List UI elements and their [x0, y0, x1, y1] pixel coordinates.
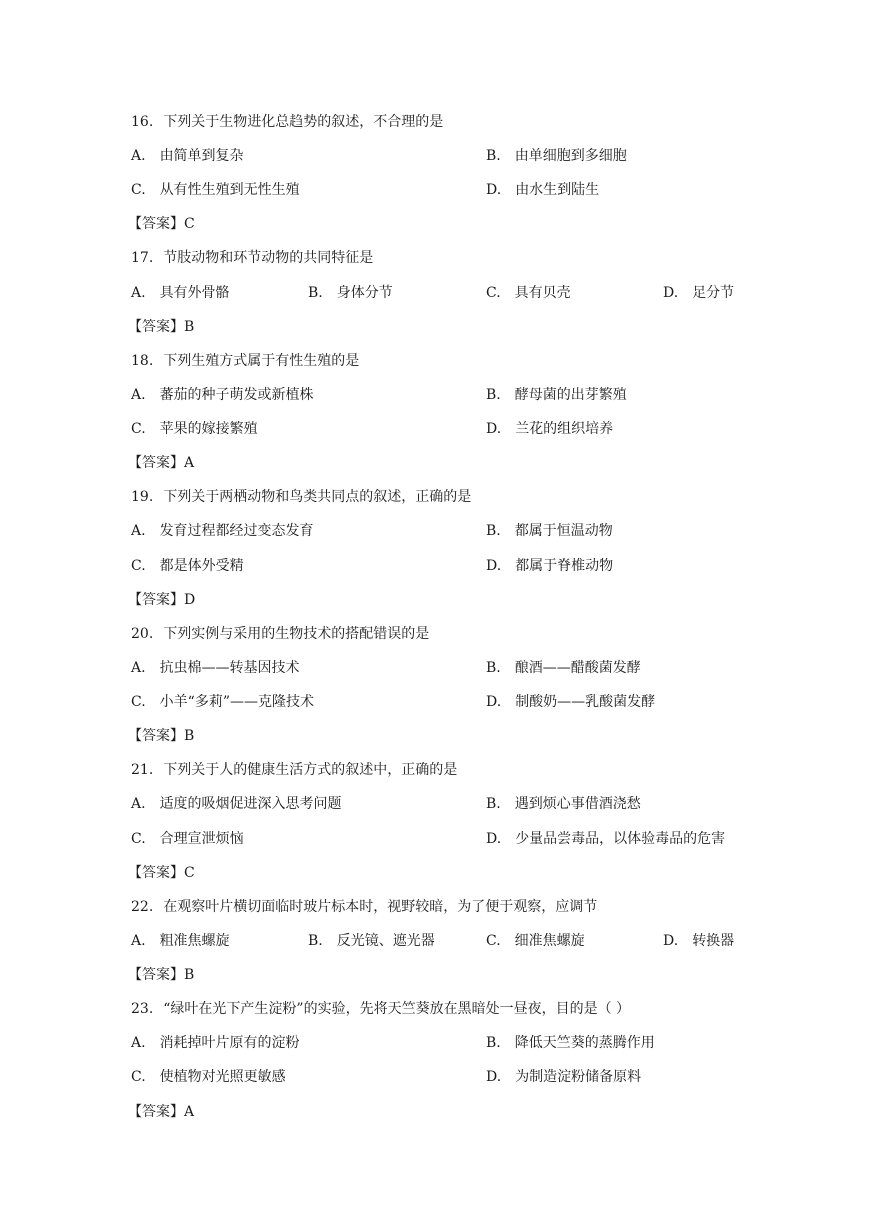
option-text: 具有外骨骼 — [159, 285, 230, 301]
question-text: 节肢动物和环节动物的共同特征是 — [163, 250, 374, 266]
option-text: 降低天竺葵的蒸腾作用 — [514, 1035, 655, 1051]
question-23-option-d — [486, 1068, 641, 1086]
option-text: 发育过程都经过变态发育 — [159, 523, 314, 539]
option-letter: D. — [486, 421, 502, 437]
option-text: 酿酒——醋酸菌发酵 — [514, 660, 641, 676]
question-18-option-c — [131, 420, 258, 438]
question-20-answer: 【答案】B — [128, 728, 195, 744]
option-letter: A. — [131, 523, 146, 539]
question-22-option-a — [131, 932, 230, 950]
question-text: 下列实例与采用的生物技术的搭配错误的是 — [163, 626, 430, 642]
option-text: 蕃茄的种子萌发或新植株 — [159, 387, 314, 403]
question-17-stem — [131, 249, 373, 267]
option-text: 都是体外受精 — [159, 558, 244, 574]
option-letter: B. — [308, 933, 323, 949]
question-number: 16. — [131, 114, 154, 130]
question-23-option-b — [486, 1034, 655, 1052]
question-22-option-c — [486, 932, 585, 950]
option-letter: A. — [131, 660, 146, 676]
option-letter: C. — [131, 694, 146, 710]
question-22-answer: 【答案】B — [128, 967, 195, 983]
option-letter: C. — [486, 285, 501, 301]
question-17-option-d — [663, 284, 734, 302]
option-letter: C. — [131, 1069, 146, 1085]
question-number: 22. — [131, 899, 154, 915]
option-letter: B. — [486, 660, 501, 676]
question-20-option-b — [486, 659, 641, 677]
option-letter: D. — [486, 1069, 502, 1085]
option-letter: A. — [131, 1035, 146, 1051]
question-number: 21. — [131, 762, 154, 778]
option-letter: C. — [131, 182, 146, 198]
question-16-option-a — [131, 147, 244, 165]
question-19-option-d — [486, 557, 613, 575]
question-20-option-d — [486, 693, 655, 711]
question-20-option-c — [131, 693, 314, 711]
option-letter: D. — [663, 933, 679, 949]
option-letter: C. — [486, 933, 501, 949]
question-20-option-a — [131, 659, 300, 677]
option-text: 都属于恒温动物 — [514, 523, 613, 539]
option-text: 反光镜、遮光器 — [336, 933, 435, 949]
option-text: 抗虫棉——转基因技术 — [159, 660, 300, 676]
question-21-option-d — [486, 830, 725, 848]
question-18-option-b — [486, 386, 627, 404]
option-text: 细准焦螺旋 — [514, 933, 585, 949]
option-letter: D. — [486, 694, 502, 710]
option-letter: B. — [486, 796, 501, 812]
option-letter: C. — [131, 558, 146, 574]
question-19-option-c — [131, 557, 244, 575]
question-19-answer: 【答案】D — [128, 592, 196, 608]
option-text: 身体分节 — [336, 285, 393, 301]
question-16-option-b — [486, 147, 627, 165]
option-text: 制酸奶——乳酸菌发酵 — [515, 694, 656, 710]
option-text: 由单细胞到多细胞 — [514, 148, 627, 164]
option-letter: D. — [663, 285, 679, 301]
question-23-option-c — [131, 1068, 286, 1086]
question-18-stem — [131, 352, 359, 370]
question-16-answer: 【答案】C — [128, 216, 195, 232]
question-number: 18. — [131, 353, 154, 369]
question-23-answer: 【答案】A — [128, 1104, 195, 1120]
question-19-stem — [131, 488, 471, 506]
question-number: 17. — [131, 250, 154, 266]
option-letter: D. — [486, 558, 502, 574]
option-letter: D. — [486, 831, 502, 847]
option-text: 具有贝壳 — [514, 285, 571, 301]
option-text: 由水生到陆生 — [515, 182, 600, 198]
question-21-answer: 【答案】C — [128, 865, 195, 881]
option-text: 转换器 — [692, 933, 735, 949]
question-16-stem — [131, 113, 443, 131]
question-text: 下列关于两栖动物和鸟类共同点的叙述，正确的是 — [163, 489, 472, 505]
question-19-option-a — [131, 522, 314, 540]
option-letter: A. — [131, 933, 146, 949]
question-17-option-c — [486, 284, 571, 302]
question-17-option-b — [308, 284, 393, 302]
option-text: 少量品尝毒品，以体验毒品的危害 — [515, 831, 726, 847]
option-letter: B. — [486, 523, 501, 539]
option-text: 苹果的嫁接繁殖 — [159, 421, 258, 437]
question-text: 在观察叶片横切面临时玻片标本时，视野较暗，为了便于观察，应调节 — [163, 899, 598, 915]
option-text: 适度的吸烟促进深入思考问题 — [159, 796, 342, 812]
question-16-option-c — [131, 181, 300, 199]
question-21-option-a — [131, 795, 342, 813]
question-21-stem — [131, 761, 457, 779]
question-23-option-a — [131, 1034, 300, 1052]
option-letter: C. — [131, 831, 146, 847]
option-text: 合理宣泄烦恼 — [159, 831, 244, 847]
question-number: 19. — [131, 489, 154, 505]
option-text: 遇到烦心事借酒浇愁 — [514, 796, 641, 812]
question-22-stem — [131, 898, 597, 916]
option-letter: A. — [131, 148, 146, 164]
question-17-answer: 【答案】B — [128, 319, 195, 335]
question-20-stem — [131, 625, 429, 643]
question-21-option-b — [486, 795, 641, 813]
question-19-option-b — [486, 522, 613, 540]
option-text: 从有性生殖到无性生殖 — [159, 182, 300, 198]
question-22-option-b — [308, 932, 435, 950]
question-text: 下列关于生物进化总趋势的叙述，不合理的是 — [163, 114, 444, 130]
option-letter: B. — [308, 285, 323, 301]
question-number: 20. — [131, 626, 154, 642]
option-text: 由简单到复杂 — [159, 148, 244, 164]
option-text: 消耗掉叶片原有的淀粉 — [159, 1035, 300, 1051]
question-18-answer: 【答案】A — [128, 455, 195, 471]
option-text: 使植物对光照更敏感 — [159, 1069, 286, 1085]
question-text: “绿叶在光下产生淀粉”的实验，先将天竺葵放在黑暗处一昼夜，目的是（ ） — [163, 1001, 631, 1017]
question-23-stem — [131, 1000, 630, 1018]
question-18-option-d — [486, 420, 613, 438]
option-text: 都属于脊椎动物 — [515, 558, 614, 574]
option-letter: A. — [131, 387, 146, 403]
option-letter: A. — [131, 285, 146, 301]
question-22-option-d — [663, 932, 734, 950]
question-text: 下列生殖方式属于有性生殖的是 — [163, 353, 360, 369]
question-16-option-d — [486, 181, 599, 199]
question-text: 下列关于人的健康生活方式的叙述中，正确的是 — [163, 762, 458, 778]
option-letter: A. — [131, 796, 146, 812]
option-text: 足分节 — [692, 285, 735, 301]
option-text: 酵母菌的出芽繁殖 — [514, 387, 627, 403]
option-letter: B. — [486, 148, 501, 164]
option-letter: B. — [486, 387, 501, 403]
option-letter: C. — [131, 421, 146, 437]
option-text: 粗准焦螺旋 — [159, 933, 230, 949]
question-17-option-a — [131, 284, 230, 302]
option-letter: D. — [486, 182, 502, 198]
question-21-option-c — [131, 830, 244, 848]
option-text: 为制造淀粉储备原料 — [515, 1069, 642, 1085]
option-letter: B. — [486, 1035, 501, 1051]
question-18-option-a — [131, 386, 314, 404]
option-text: 兰花的组织培养 — [515, 421, 614, 437]
question-number: 23. — [131, 1001, 154, 1017]
option-text: 小羊“多莉”——克隆技术 — [159, 694, 314, 710]
